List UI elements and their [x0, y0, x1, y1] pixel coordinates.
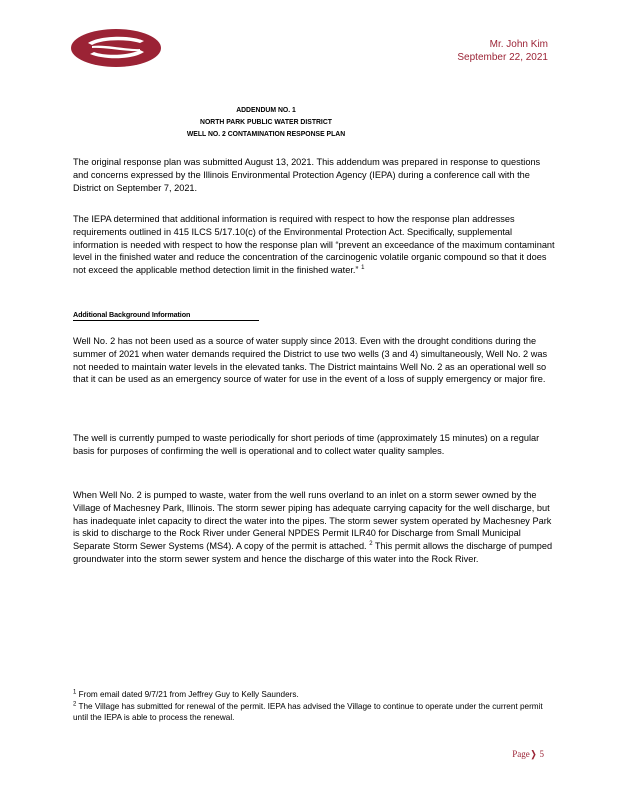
footnote-2-text: The Village has submitted for renewal of the permit. IEPA has advised the Village to continue to operate under the current permit until the IEPA is able to process the renewal.: [73, 701, 543, 722]
addressee-date: September 22, 2021: [457, 52, 548, 63]
storm-sewer-text-b: This permit allows the discharge of pumped groundwater into the storm sewer system and hence the discharge of this water into the Rock River.: [73, 541, 553, 564]
iepa-requirement-text: The IEPA determined that additional information is required with respect to how the response plan addresses requirements outlined in 415 ILCS 5/17.10(c) of the Environmental Protection Act. Specifically, supplemental information is needed with respect to how the response plan will “prevent an exceedance of the maximum contaminant level in the finished water and reduce the concentration of the carcinogenic volatile organic compound so that it does not exceed the applicable method detection limit in the finished water.”: [73, 214, 555, 276]
addressee-name: Mr. John Kim: [489, 39, 548, 50]
footnote-2-mark: 2: [73, 700, 77, 707]
page-label: Page: [512, 749, 530, 759]
storm-sewer-text-a: When Well No. 2 is pumped to waste, water from the well runs overland to an inlet on a storm sewer owned by the Village of Machesney Park, Illinois. The storm sewer piping has adequate carrying capacity for the well discharge, but has inadequate inlet capacity to direct the water into the pipes. The storm sewer system operated by Machesney Park is skid to discharge to the Rock River under General NPDES Permit ILR40 for Discharge from Small Municipal Separate Storm Sewer Systems (MS4). A copy of the permit is attached.: [73, 490, 552, 552]
background-paragraph-2: The well is currently pumped to waste periodically for short periods of time (approximately 15 minutes) on a regular basis for purposes of confirming the well is operational and to collect water quality samples.: [73, 433, 540, 456]
document-title: [176, 104, 356, 140]
footnote-1-mark: 1: [73, 689, 77, 696]
iepa-requirement-paragraph: [73, 213, 555, 277]
footnote-2: [73, 701, 555, 724]
s-swoosh-logo-icon: [70, 28, 162, 68]
intro-paragraph: The original response plan was submitted August 13, 2021. This addendum was prepared in response to questions and concerns expressed by the Illinois Environmental Protection Agency (IEPA) during a conference call with the District on September 7, 2021.: [73, 157, 541, 193]
footnote-ref-2: 2: [369, 541, 373, 548]
background-paragraph-3: [73, 489, 555, 566]
footnote-1-text: From email dated 9/7/21 from Jeffrey Guy to Kelly Saunders.: [78, 690, 299, 699]
title-line-3: WELL NO. 2 CONTAMINATION RESPONSE PLAN: [186, 129, 346, 138]
footnotes: [73, 689, 555, 724]
page-number: [512, 749, 544, 760]
page-number-value: 5: [539, 749, 544, 759]
footnote-1: [73, 689, 555, 701]
addressee-block: [457, 38, 548, 64]
background-paragraph-1: Well No. 2 has not been used as a source of water supply since 2013. Even with the drought conditions during the summer of 2021 when water demands required the District to use two wells (3 and 4) simultaneously, Well No. 2 was not needed to maintain water levels in the elevated tanks. The District maintains Well No. 2 as an operational well so that it can be used as an emergency source of water for use in the event of a loss of supply emergency or major fire.: [73, 336, 548, 385]
footnote-ref-1: 1: [361, 265, 365, 272]
title-line-2: NORTH PARK PUBLIC WATER DISTRICT: [200, 117, 332, 126]
title-line-1: ADDENDUM NO. 1: [236, 105, 296, 114]
page-separator-icon: ❭: [529, 749, 538, 759]
section-heading: Additional Background Information: [73, 310, 259, 321]
